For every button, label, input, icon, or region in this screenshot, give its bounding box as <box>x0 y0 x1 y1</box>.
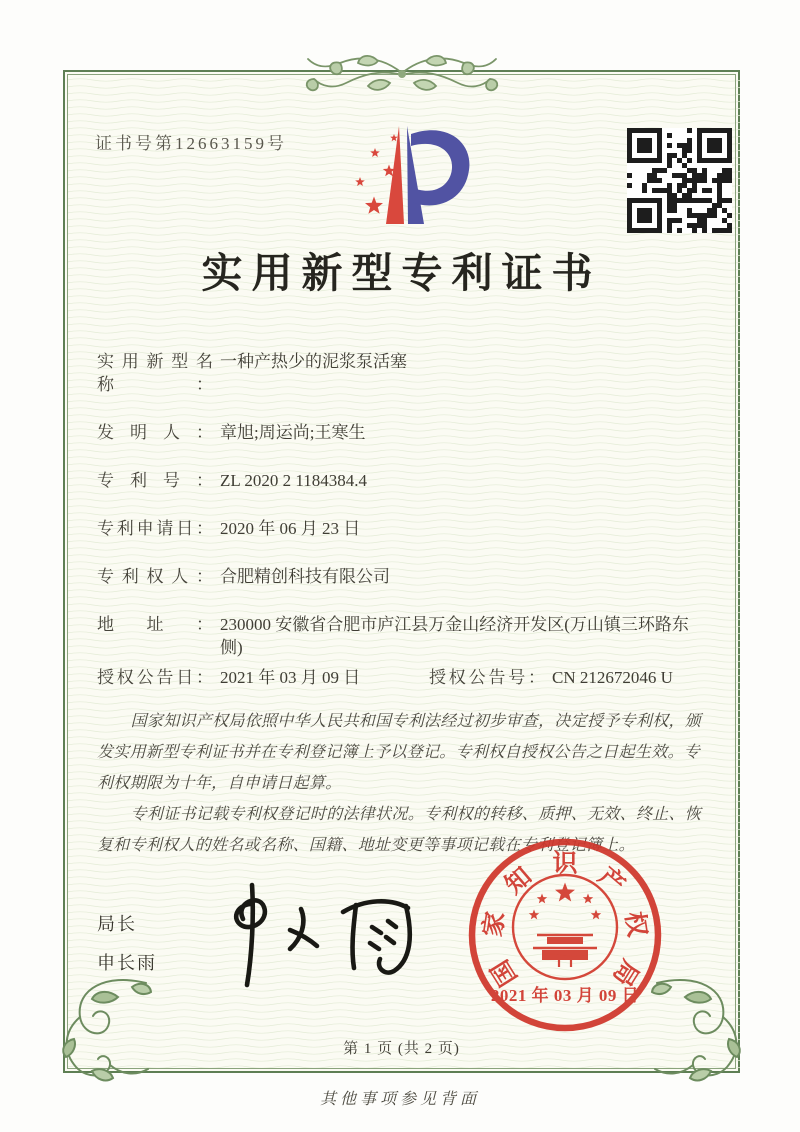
paragraph: 国家知识产权局依照中华人民共和国专利法经过初步审查，决定授予专利权，颁发实用新型专利证书并在专利登记簿上予以登记。专利权自授权公告之日起生效。专利权期限为十年，自申请日起算。 <box>97 713 702 792</box>
corner-flourish-icon <box>48 973 160 1085</box>
field-value: 一种产热少的泥浆泵活塞 <box>220 352 407 371</box>
svg-text:国: 国 <box>486 954 523 991</box>
back-side-note: 其他事项参见背面 <box>319 1091 480 1108</box>
certificate-title: 实用新型专利证书 <box>201 250 602 296</box>
field-label: 授权公告号： <box>429 668 545 687</box>
certificate-body <box>97 350 708 861</box>
field-row <box>97 421 708 444</box>
field-row <box>97 565 708 588</box>
field-label: 发明人： <box>97 423 213 442</box>
field-label: 专利申请日： <box>97 519 213 538</box>
svg-text:知: 知 <box>500 862 538 900</box>
field-value: CN 212672046 U <box>552 668 673 687</box>
field-value: ZL 2020 2 1184384.4 <box>220 471 368 490</box>
official-seal-icon <box>463 835 667 1039</box>
svg-text:家: 家 <box>479 909 511 939</box>
paragraph: 专利证书记载专利权登记时的法律状况。专利权的转移、质押、无效、终止、恢复和专利权人的姓名或名称、国籍、地址变更等事项记载在专利登记簿上。 <box>97 806 702 854</box>
official-seal <box>463 835 667 1044</box>
page-number: 第 1 页 (共 2 页) <box>343 1041 460 1057</box>
top-border-ornament-icon <box>282 45 522 99</box>
cnipa-logo-icon <box>337 112 479 236</box>
commissioner-block <box>97 910 157 988</box>
field-row <box>97 517 708 540</box>
svg-text:识: 识 <box>552 850 578 878</box>
svg-text:权: 权 <box>619 909 651 939</box>
field-value: 2020 年 06 月 23 日 <box>220 519 361 538</box>
seal-agency-text <box>479 850 652 991</box>
field-label: 专利号： <box>97 471 213 490</box>
certificate-frame <box>63 70 740 1073</box>
svg-text:产: 产 <box>592 862 630 900</box>
field-value: 章旭;周运尚;王寒生 <box>220 423 366 442</box>
field-label: 授权公告日： <box>97 668 213 687</box>
qr-code <box>627 128 733 234</box>
field-label: 专利权人： <box>97 567 213 586</box>
field-label: 实用新型名称： <box>97 352 213 394</box>
commissioner-name: 申长雨 <box>97 953 157 973</box>
field-row <box>97 350 708 396</box>
field-value: 合肥精创科技有限公司 <box>220 567 390 586</box>
seal-date: 2021 年 03 月 09 日 <box>490 986 640 1005</box>
signature-handwriting-icon <box>205 875 437 993</box>
field-value: 230000 安徽省合肥市庐江县万金山经济开发区(万山镇三环路东侧) <box>220 615 689 657</box>
field-label: 地址： <box>97 615 213 634</box>
field-value: 2021 年 03 月 09 日 <box>220 668 361 687</box>
svg-text:局: 局 <box>607 954 644 991</box>
commissioner-title: 局长 <box>97 914 137 934</box>
grant-row <box>97 666 708 689</box>
field-row <box>97 469 708 492</box>
certificate-number: 证书号第12663159号 <box>95 134 287 153</box>
field-row-address <box>97 613 708 659</box>
